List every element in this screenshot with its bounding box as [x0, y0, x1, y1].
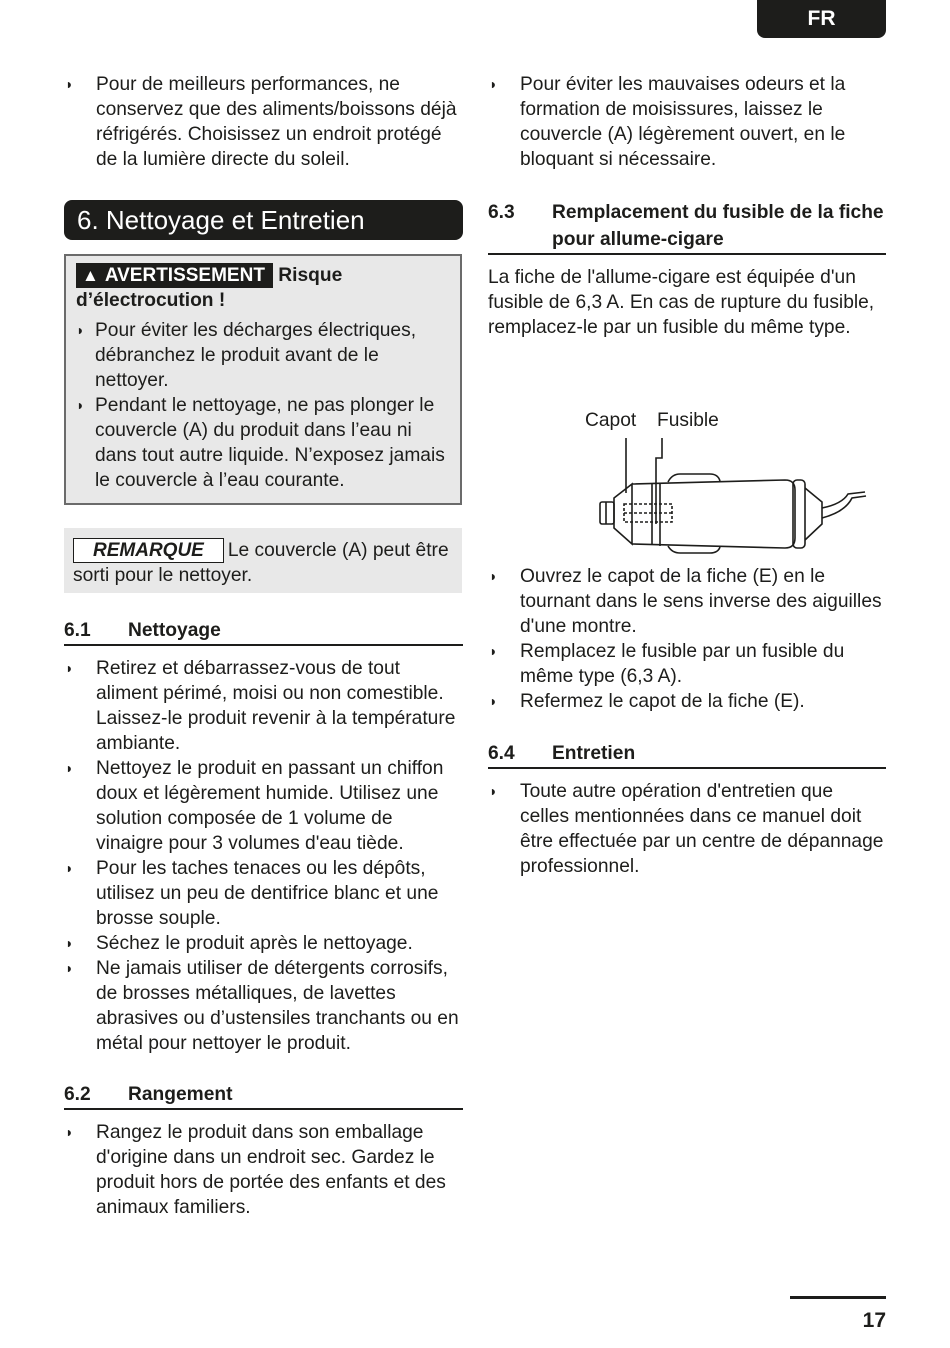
section-number: 6.1 — [64, 620, 91, 641]
note-text: Le couvercle (A) peut être sorti pour le nettoyer. — [73, 540, 449, 586]
note-badge: REMARQUE — [73, 538, 224, 563]
note-text-line — [73, 538, 453, 588]
warning-box — [64, 254, 462, 505]
intro-right-list — [488, 72, 886, 172]
list-item: ◗ Toute autre opération d'entretien que celles mentionnées dans ce manuel doit être effectuée par un centre de dépannage professionnel. — [488, 779, 886, 879]
figure-label-cap: Capot — [585, 410, 637, 431]
fuse-intro-text: La fiche de l'allume-cigare est équipée d'un fusible de 6,3 A. En cas de rupture du fusible, remplacez-le par un fusible du même type. — [488, 267, 875, 338]
list-item: ◗ Pendant le nettoyage, ne pas plonger le couvercle (A) du produit dans l’eau ni dans tout autre liquide. N’exposez jamais le couvercle à l’eau courante. — [76, 393, 450, 493]
list-item: ◗ Retirez et débarrassez-vous de tout aliment périmé, moisi ou non comestible. Laissez-le produit revenir à la température ambiante. — [64, 656, 463, 756]
list-item: ◗ Rangez le produit dans son emballage d'origine dans un endroit sec. Gardez le produit hors de portée des enfants et des animaux familiers. — [64, 1120, 463, 1220]
list-item: ◗ Pour éviter les décharges électriques, débranchez le produit avant de le nettoyer. — [76, 318, 450, 393]
cleaning-list — [64, 656, 463, 1056]
list-item: ◗ Pour éviter les mauvaises odeurs et la formation de moisissures, laissez le couvercle (A) légèrement ouvert, en le bloquant si nécessaire. — [488, 72, 886, 172]
section-title: Remplacement du fusible de la fiche pour allume-cigare — [552, 202, 884, 250]
section-number: 6.2 — [64, 1084, 91, 1105]
list-item: ◗ Ouvrez le capot de la fiche (E) en le tournant dans le sens inverse des aiguilles d'une montre. — [488, 564, 886, 639]
page-number-rule — [790, 1296, 886, 1299]
section-heading-6-4 — [488, 740, 886, 769]
section-title: Rangement — [128, 1084, 233, 1105]
section-heading-6-3 — [488, 199, 886, 255]
list-item: ◗ Remplacez le fusible par un fusible du même type (6,3 A). — [488, 639, 886, 689]
warning-badge — [76, 263, 273, 288]
section-number: 6.4 — [488, 743, 515, 764]
section-number: 6.3 — [488, 202, 515, 223]
list-item: ◗ Pour de meilleurs performances, ne conservez que des aliments/boissons déjà réfrigérés. Choisissez un endroit protégé de la lumière directe du soleil. — [64, 72, 463, 172]
storage-list — [64, 1120, 463, 1220]
warning-title-b: d’électrocution ! — [76, 290, 226, 311]
warning-title — [76, 263, 450, 313]
section-heading-6-1 — [64, 617, 463, 646]
page-number: 17 — [862, 1309, 886, 1332]
warning-title-a: Risque — [278, 265, 343, 286]
list-item: ◗ Séchez le produit après le nettoyage. — [64, 931, 463, 956]
intro-left-list — [64, 72, 463, 172]
section-title: Entretien — [552, 743, 636, 764]
fuse-steps-list — [488, 564, 886, 714]
list-item: ◗ Ne jamais utiliser de détergents corrosifs, de brosses métalliques, de lavettes abrasives ou d’ustensiles tranchants ou en métal pour nettoyer le produit. — [64, 956, 463, 1056]
warning-triangle-icon: ▲ — [82, 266, 99, 285]
list-item: ◗ Refermez le capot de la fiche (E). — [488, 689, 886, 714]
section-heading-6-2 — [64, 1081, 463, 1110]
section-title: Nettoyage — [128, 620, 221, 641]
list-item: ◗ Nettoyez le produit en passant un chiffon doux et légèrement humide. Utilisez une solution composée de 1 volume de vinaigre pour 3 volumes d'eau tiède. — [64, 756, 463, 856]
warning-list — [76, 318, 450, 493]
language-tab: FR — [757, 0, 886, 38]
maintenance-list — [488, 779, 886, 879]
chapter-heading: 6. Nettoyage et Entretien — [64, 200, 463, 240]
warning-badge-label: AVERTISSEMENT — [104, 265, 265, 286]
note-box — [64, 528, 462, 593]
figure-label-fuse: Fusible — [657, 410, 719, 431]
cigarette-plug-figure — [580, 400, 870, 555]
list-item: ◗ Pour les taches tenaces ou les dépôts, utilisez un peu de dentifrice blanc et une brosse souple. — [64, 856, 463, 931]
